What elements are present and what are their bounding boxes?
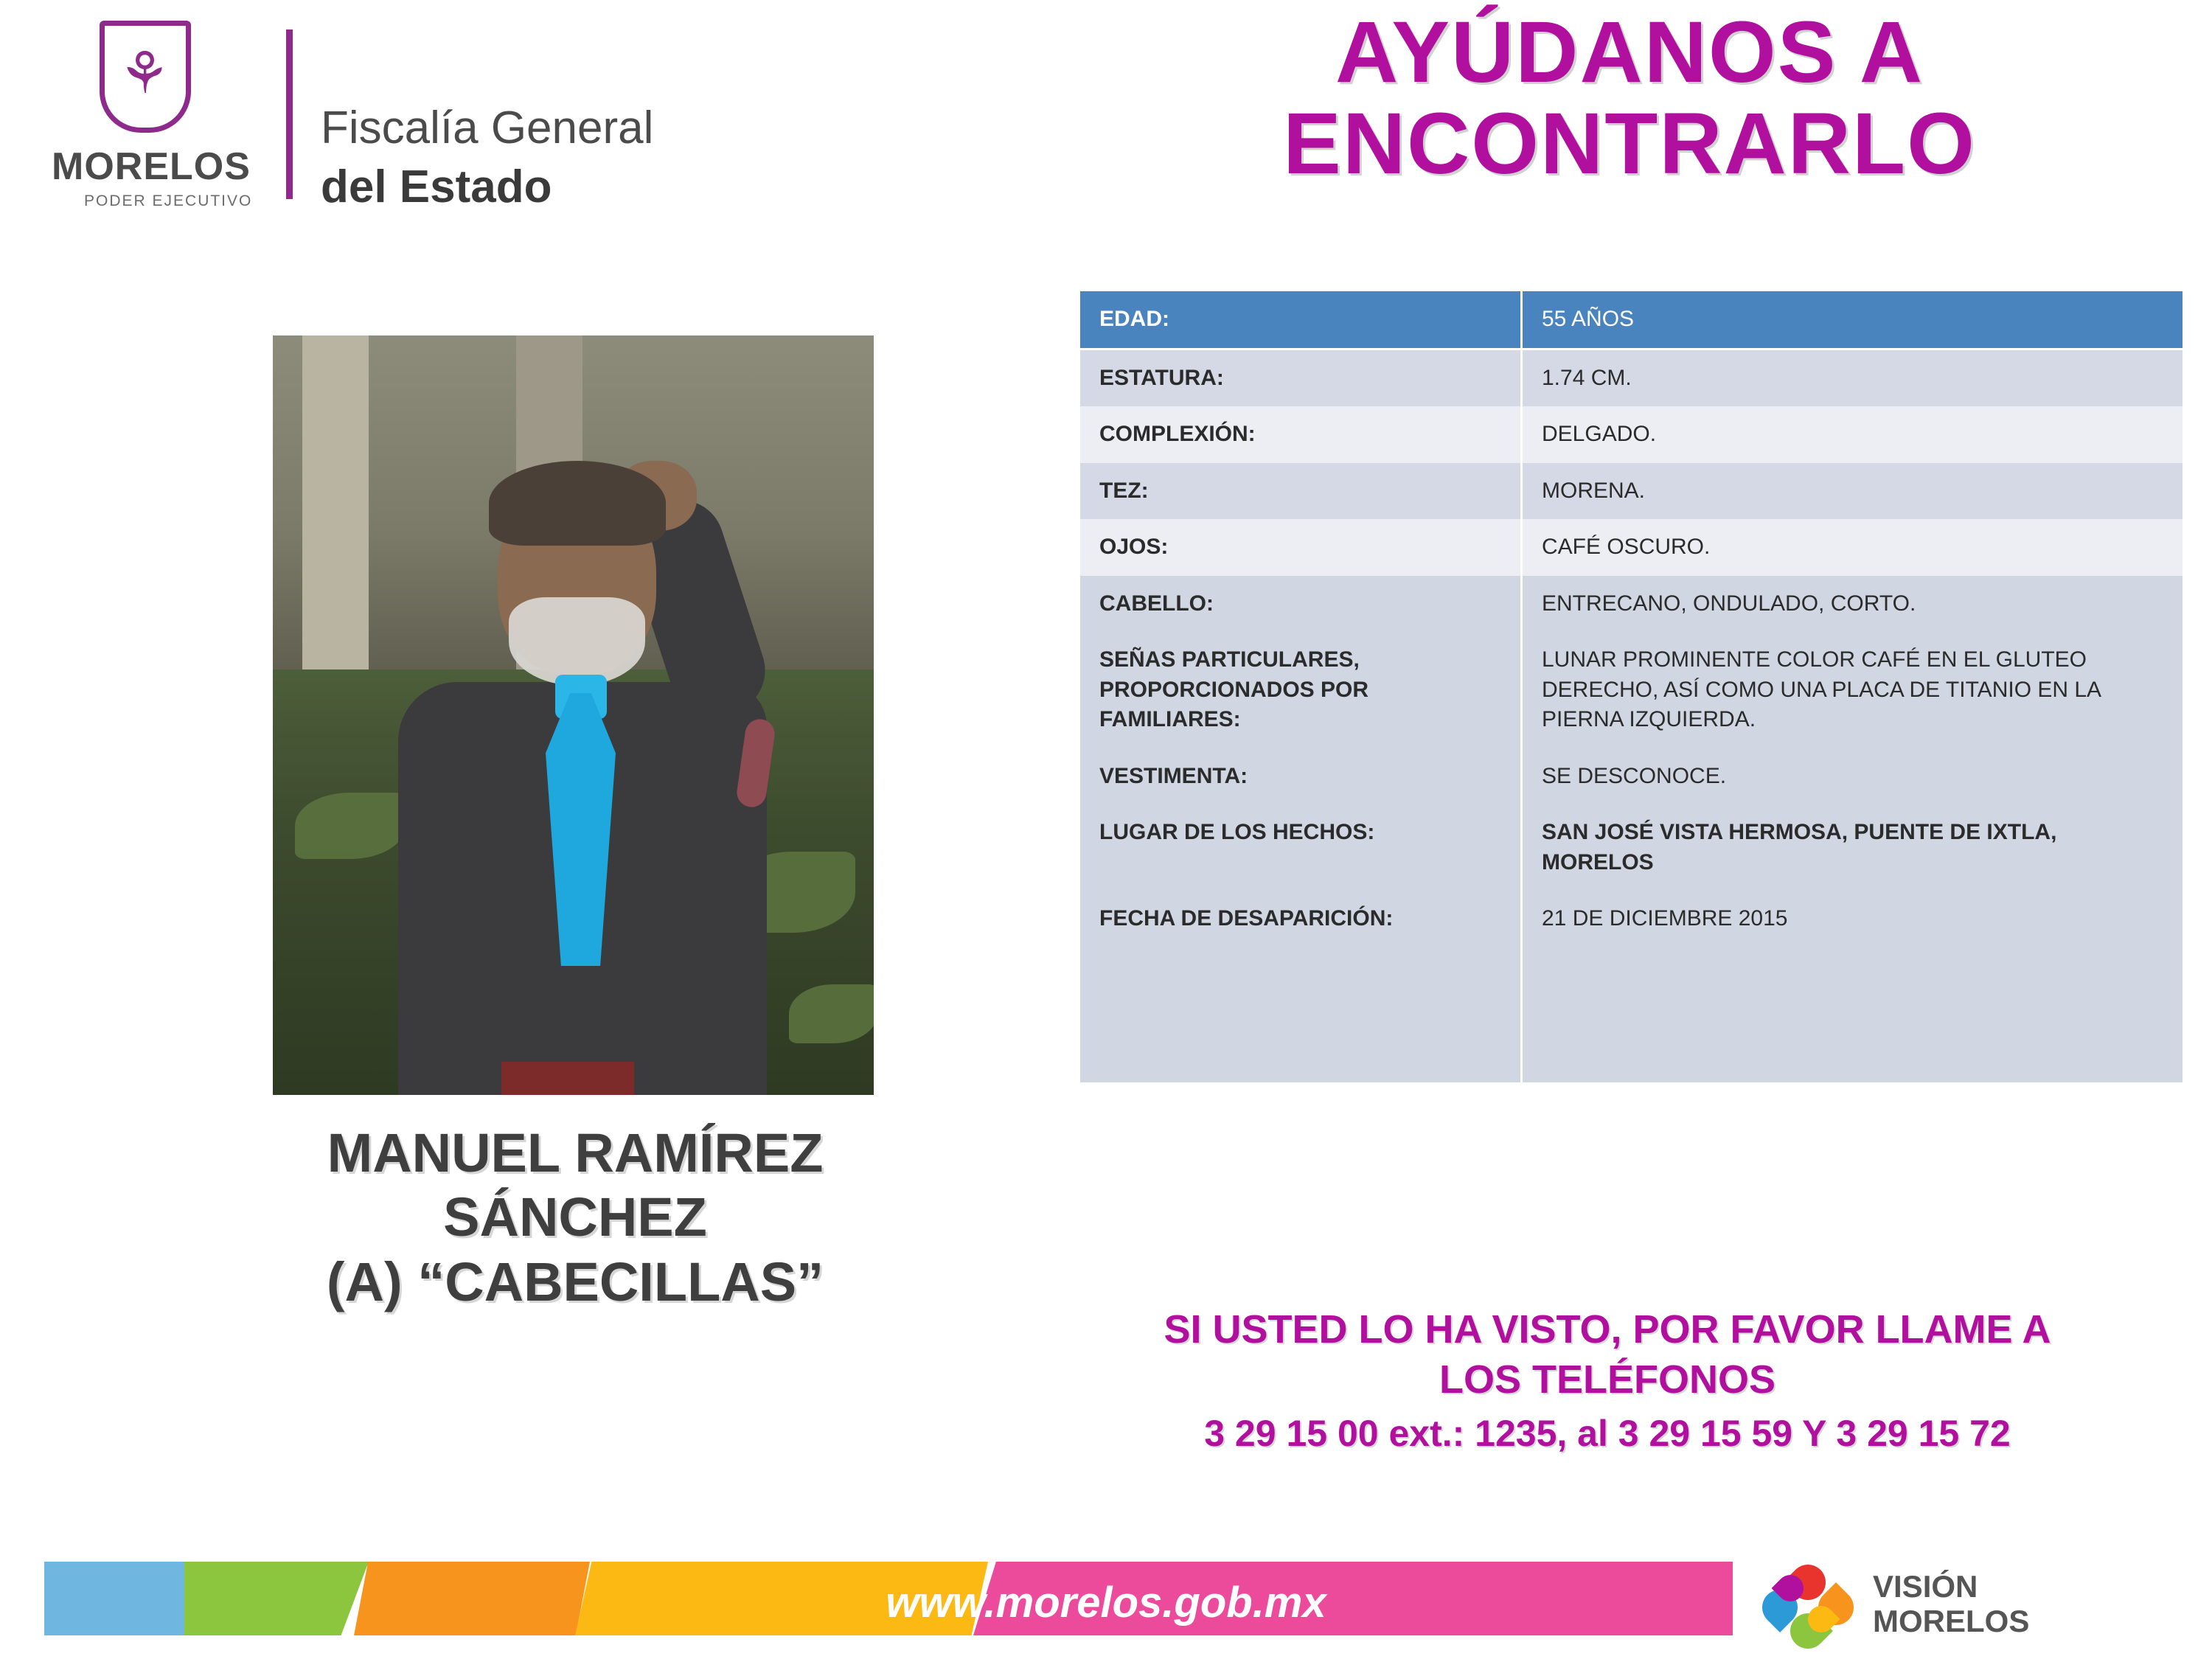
state-name: MORELOS [52, 145, 251, 188]
row-value-tez: MORENA. [1522, 463, 2183, 520]
row-value-complexion: DELGADO. [1522, 406, 2183, 463]
table-row [1080, 804, 2183, 891]
row-label-senas-particulares: SEÑAS PARTICULARES, PROPORCIONADOS POR FAMILIARES: [1080, 632, 1522, 748]
row-label-lugar-hechos: LUGAR DE LOS HECHOS: [1080, 804, 1522, 891]
photo-leaf [789, 984, 874, 1043]
row-value-estatura: 1.74 CM. [1522, 349, 2183, 406]
table-row [1080, 291, 2183, 349]
person-details-table [1080, 291, 2183, 1082]
table-row [1080, 519, 2183, 576]
institutional-logo-block [29, 13, 752, 227]
footer-segment-green [184, 1562, 369, 1635]
agency-name-line2: del Estado [321, 161, 552, 212]
photo-person-figure [358, 439, 800, 1095]
table-row [1080, 891, 2183, 1082]
morelos-coat-of-arms-icon [100, 21, 195, 139]
state-subtitle: PODER EJECUTIVO [84, 192, 253, 209]
row-label-complexion: COMPLEXIÓN: [1080, 406, 1522, 463]
footer-segment-blue [44, 1562, 192, 1635]
person-name-line3: (A) “CABECILLAS” [326, 1251, 824, 1312]
row-label-cabello: CABELLO: [1080, 576, 1522, 633]
vision-line2: MORELOS [1873, 1604, 2030, 1639]
crest-emblem-glyph: ⚘ [119, 41, 170, 107]
photo-red-detail [501, 1062, 634, 1095]
table-row [1080, 406, 2183, 463]
person-name-line1: MANUEL RAMÍREZ [327, 1122, 824, 1183]
row-value-fecha-desaparicion: 21 DE DICIEMBRE 2015 [1522, 891, 2183, 1082]
table-row [1080, 632, 2183, 748]
website-url[interactable]: www.morelos.gob.mx [886, 1579, 1326, 1627]
row-value-vestimenta: SE DESCONOCE. [1522, 748, 2183, 805]
page-title: AYÚDANOS A ENCONTRARLO [1283, 4, 1976, 192]
vision-morelos-wordmark [1873, 1569, 2029, 1638]
contact-callout [1018, 1305, 2197, 1457]
vision-morelos-logo [1762, 1557, 2175, 1653]
footer-segment-orange [354, 1562, 590, 1635]
row-label-estatura: ESTATURA: [1080, 349, 1522, 406]
photo-person-beard [509, 597, 645, 686]
missing-person-photo [273, 335, 874, 1095]
person-name-line2: SÁNCHEZ [443, 1186, 707, 1248]
vision-morelos-flower-icon [1762, 1565, 1858, 1652]
row-label-fecha-desaparicion: FECHA DE DESAPARICIÓN: [1080, 891, 1522, 1082]
row-value-senas-particulares: LUNAR PROMINENTE COLOR CAFÉ EN EL GLUTEO DERECHO, ASÍ COMO UNA PLACA DE TITANIO EN LA PIERNA IZQUIERDA. [1522, 632, 2183, 748]
vision-line1: VISIÓN [1873, 1569, 1978, 1604]
row-label-ojos: OJOS: [1080, 519, 1522, 576]
callout-line2: LOS TELÉFONOS [1439, 1357, 1776, 1402]
person-name [147, 1121, 1003, 1314]
callout-line1: SI USTED LO HA VISTO, POR FAVOR LLAME A [1164, 1307, 2051, 1352]
table-row [1080, 463, 2183, 520]
logo-divider [286, 29, 293, 199]
row-label-edad: EDAD: [1080, 291, 1522, 349]
table-row [1080, 349, 2183, 406]
table-row [1080, 576, 2183, 633]
row-value-cabello: ENTRECANO, ONDULADO, CORTO. [1522, 576, 2183, 633]
photo-person-hair [489, 461, 666, 546]
row-label-tez: TEZ: [1080, 463, 1522, 520]
row-value-lugar-hechos: SAN JOSÉ VISTA HERMOSA, PUENTE DE IXTLA, MORELOS [1522, 804, 2183, 891]
table-row [1080, 748, 2183, 805]
row-value-edad: 55 AÑOS [1522, 291, 2183, 349]
agency-name-line1: Fiscalía General [321, 102, 654, 153]
row-label-vestimenta: VESTIMENTA: [1080, 748, 1522, 805]
row-value-ojos: CAFÉ OSCURO. [1522, 519, 2183, 576]
callout-phone-numbers: 3 29 15 00 ext.: 1235, al 3 29 15 59 Y 3 29 15 72 [1204, 1413, 2011, 1454]
